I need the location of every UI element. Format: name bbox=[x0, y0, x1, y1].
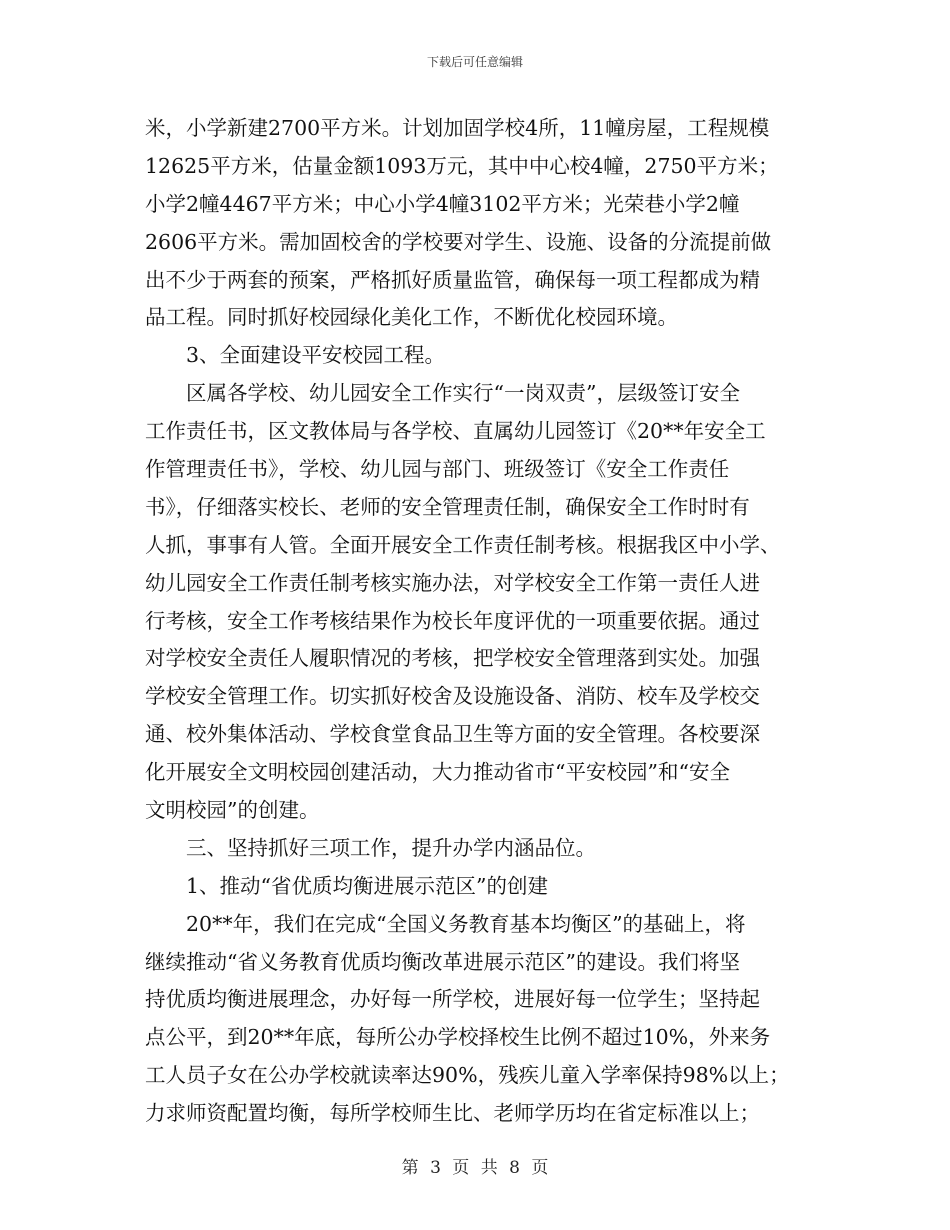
text-line: 人抓，事事有人管。全面开展安全工作责任制考核。根据我区中小学、 bbox=[145, 532, 781, 557]
text-line: 对学校安全责任人履职情况的考核，把学校安全管理落到实处。加强 bbox=[145, 646, 760, 671]
text-line: 工人员子女在公办学校就读率达90%，残疾儿童入学率保持98%以上； bbox=[145, 1063, 790, 1088]
text-line: 米，小学新建2700平方米。计划加固学校4所，11幢房屋，工程规模 bbox=[145, 116, 770, 140]
text-line: 通、校外集体活动、学校食堂食品卫生等方面的安全管理。各校要深 bbox=[145, 722, 760, 747]
text-line: 持优质均衡进展理念，办好每一所学校，进展好每一位学生；坚持起 bbox=[145, 987, 760, 1012]
text-line: 品工程。同时抓好校园绿化美化工作，不断优化校园环境。 bbox=[145, 305, 678, 330]
page-number: 第 3 页 共 8 页 bbox=[401, 1158, 549, 1178]
text-line: 继续推动“省义务教育优质均衡改革进展示范区”的建设。我们将坚 bbox=[145, 949, 740, 974]
document-body bbox=[145, 110, 805, 1133]
text-line: 点公平，到20**年底，每所公办学校择校生比例不超过10%，外来务 bbox=[145, 1025, 771, 1050]
text-line: 文明校园”的创建。 bbox=[145, 798, 320, 823]
text-line: 作管理责任书》，学校、幼儿园与部门、班级签订《安全工作责任 bbox=[145, 457, 730, 482]
text-line: 化开展安全文明校园创建活动，大力推动省市“平安校园”和“安全 bbox=[145, 760, 730, 785]
text-line: 力求师资配置均衡，每所学校师生比、老师学历均在省定标准以上； bbox=[145, 1101, 760, 1126]
text-line: 书》，仔细落实校长、老师的安全管理责任制，确保安全工作时时有 bbox=[145, 494, 750, 519]
text-line: 小学2幢4467平方米；中心小学4幢3102平方米；光荣巷小学2幢 bbox=[145, 191, 740, 216]
section-heading: 三、坚持抓好三项工作，提升办学内涵品位。 bbox=[186, 835, 596, 860]
text-line: 12625平方米，估量金额1093万元，其中中心校4幢，2750平方米； bbox=[145, 153, 779, 178]
text-line: 学校安全管理工作。切实抓好校舍及设施设备、消防、校车及学校交 bbox=[145, 684, 760, 709]
header-note: 下载后可任意编辑 bbox=[426, 55, 523, 69]
text-line: 行考核，安全工作考核结果作为校长年度评优的一项重要依据。通过 bbox=[145, 608, 760, 633]
section-heading: 3、全面建设平安校园工程。 bbox=[186, 343, 446, 368]
paragraph-start: 20**年，我们在完成“全国义务教育基本均衡区”的基础上，将 bbox=[186, 911, 746, 936]
text-line: 幼儿园安全工作责任制考核实施办法，对学校安全工作第一责任人进 bbox=[145, 570, 760, 595]
text-line: 2606平方米。需加固校舍的学校要对学生、设施、设备的分流提前做 bbox=[145, 229, 772, 254]
section-heading: 1、推动“省优质均衡进展示范区”的创建 bbox=[186, 873, 549, 898]
text-line: 出不少于两套的预案，严格抓好质量监管，确保每一项工程都成为精 bbox=[145, 267, 760, 292]
text-line: 工作责任书，区文教体局与各学校、直属幼儿园签订《20**年安全工 bbox=[145, 419, 766, 444]
paragraph-start: 区属各学校、幼儿园安全工作实行“一岗双责”，层级签订安全 bbox=[186, 381, 740, 406]
